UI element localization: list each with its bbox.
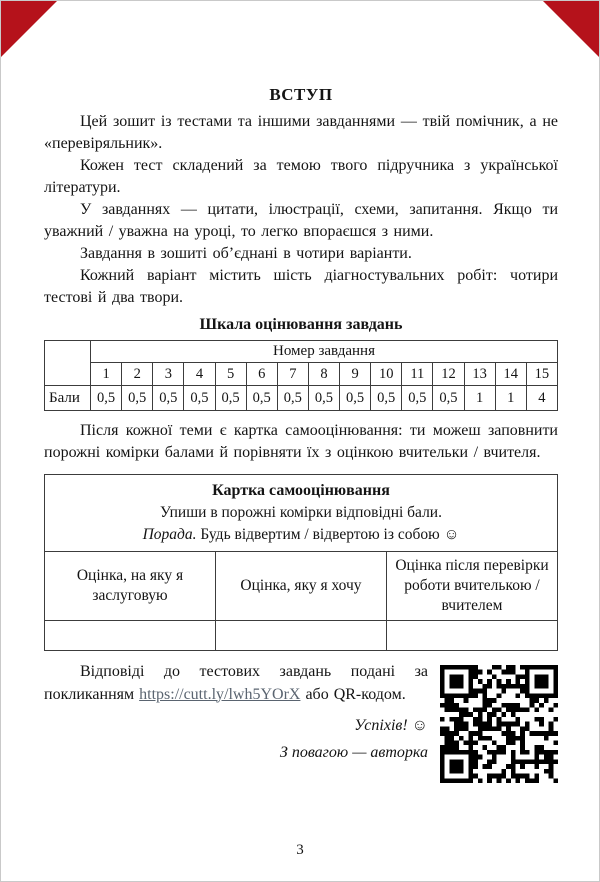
card-top-cell <box>45 475 558 552</box>
scale-value: 4 <box>526 386 557 411</box>
page-number: 3 <box>296 842 304 858</box>
self-assessment-card <box>44 474 558 651</box>
intro-paragraph: Кожний варіант містить шість діагностувальних робіт: чотири тестові й два твори. <box>44 267 558 306</box>
scale-value: 0,5 <box>215 386 246 411</box>
scale-row-label: Бали <box>45 386 91 411</box>
scale-value: 0,5 <box>153 386 184 411</box>
answers-text-before: Відповіді до тестових завдань подані за покликанням <box>44 663 428 703</box>
scale-header-cell: Номер завдання <box>91 341 558 363</box>
scale-value: 0,5 <box>371 386 402 411</box>
scale-col-number: 13 <box>464 363 495 386</box>
card-instruction: Упиши в порожні комірки відповідні бали. <box>160 504 442 521</box>
scale-col-number: 3 <box>153 363 184 386</box>
intro-paragraph: У завданнях — цитати, ілюстрації, схеми, запитання. Якщо ти уважний / уважна на уроці, то легко впораєшся з ними. <box>44 201 558 240</box>
scale-col-number: 11 <box>402 363 433 386</box>
scale-col-number: 8 <box>308 363 339 386</box>
scale-value: 0,5 <box>122 386 153 411</box>
self-check-paragraph: Після кожної теми є картка самооцінювання: ти можеш заповнити порожні комірки балами й порівняти їх з оцінкою вчительки / вчителя. <box>44 422 558 461</box>
corner-decoration-right-icon <box>542 0 600 58</box>
scale-value: 0,5 <box>184 386 215 411</box>
scale-value: 0,5 <box>277 386 308 411</box>
scale-header-row <box>45 341 558 363</box>
card-advice-text: Будь відвертим / відвертою із собою ☺ <box>196 526 460 543</box>
intro-paragraph: Завдання в зошиті об’єднані в чотири варіанти. <box>80 245 412 262</box>
page-content <box>44 85 558 783</box>
scale-col-number: 12 <box>433 363 464 386</box>
scale-value: 0,5 <box>340 386 371 411</box>
scale-col-number: 4 <box>184 363 215 386</box>
signoff-wish: Успіхів! ☺ <box>354 717 428 734</box>
score-cell-teacher[interactable] <box>387 621 558 651</box>
scale-table-heading: Шкала оцінювання завдань <box>199 316 403 333</box>
scale-col-number: 7 <box>277 363 308 386</box>
answers-text-after: або QR-кодом. <box>300 685 406 703</box>
scale-value: 1 <box>464 386 495 411</box>
card-column-header: Оцінка, яку я хочу <box>216 552 387 621</box>
corner-decoration-left-icon <box>0 0 58 58</box>
card-advice-label: Порада. <box>142 526 197 543</box>
scale-values-row <box>45 386 558 411</box>
card-column-header: Оцінка, на яку я заслуговую <box>45 552 216 621</box>
card-column-header: Оцінка після перевірки роботи вчителькою / вчителем <box>387 552 558 621</box>
card-blank-row <box>45 621 558 651</box>
signoff-author: З повагою — авторка <box>279 744 428 761</box>
scale-table <box>44 340 558 411</box>
scale-col-number: 9 <box>340 363 371 386</box>
card-advice <box>51 524 551 546</box>
scale-value: 0,5 <box>433 386 464 411</box>
score-cell-want[interactable] <box>216 621 387 651</box>
answers-url-link[interactable]: https://cutt.ly/lwh5YOrX <box>139 685 301 703</box>
score-cell-deserve[interactable] <box>45 621 216 651</box>
intro-paragraph: Кожен тест складений за темою твого підручника з української літератури. <box>44 157 558 196</box>
scale-col-number: 5 <box>215 363 246 386</box>
answers-section <box>44 661 558 783</box>
scale-col-number: 6 <box>246 363 277 386</box>
scale-value: 0,5 <box>91 386 122 411</box>
scale-corner-cell <box>45 341 91 386</box>
scale-value: 1 <box>495 386 526 411</box>
card-top-row <box>45 475 558 552</box>
scale-col-number: 10 <box>371 363 402 386</box>
page-title: ВСТУП <box>269 85 333 104</box>
card-header-row <box>45 552 558 621</box>
scale-col-number: 1 <box>91 363 122 386</box>
scale-col-number: 2 <box>122 363 153 386</box>
scale-numbers-row <box>45 363 558 386</box>
qr-code <box>440 665 558 783</box>
scale-value: 0,5 <box>246 386 277 411</box>
scale-col-number: 14 <box>495 363 526 386</box>
scale-value: 0,5 <box>308 386 339 411</box>
scale-value: 0,5 <box>402 386 433 411</box>
scale-col-number: 15 <box>526 363 557 386</box>
intro-paragraph: Цей зошит із тестами та іншими завданнями — твій помічник, а не «перевіряльник». <box>44 113 558 152</box>
card-title: Картка самооцінювання <box>212 482 390 499</box>
